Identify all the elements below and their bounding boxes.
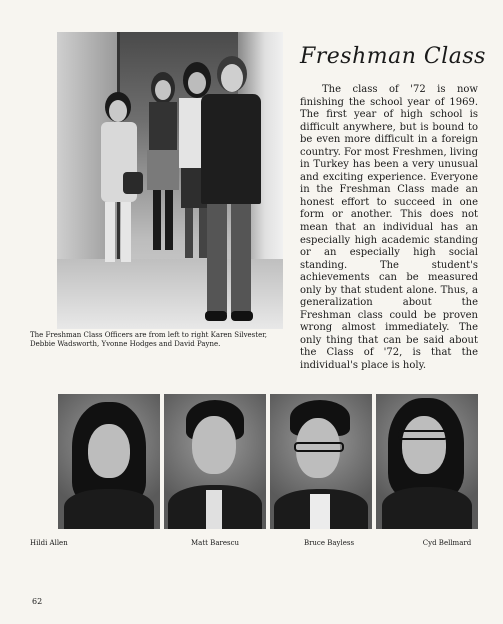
portrait-name-1: Hildi Allen [30,539,68,547]
portrait-name-2: Matt Barescu [190,539,240,547]
body-text: The class of '72 is now finishing the school year of 1969. The first year of high school is difficult anywhere, but is bound to be even more difficult in a foreign country. For most Freshmen, living in Turkey has been a very unusual and exciting experience. Everyone in the Freshman Class made an honest effort to succeed in one form or another. This does not mean that an individual has an especially high academic standing or an especially high social standing. The student's achievements can be measured only by that student alone. Thus, a generalization about the Freshman class could be proven wrong almost immediately. The only thing that can be said about the Class of '72, is that the individual's place is holy. [300,84,478,372]
portrait-4 [376,394,478,529]
portrait-name-4: Cyd Bellmard [422,539,472,547]
portrait-1 [58,394,160,529]
photo-caption: The Freshman Class Officers are from left to right Karen Silvester, Debbie Wadsworth, Yvonne Hodges and David Payne. [30,331,268,348]
portrait-name-3: Bruce Bayless [303,539,355,547]
officers-group-photo [57,32,283,329]
figure-david [197,56,263,326]
page-number: 62 [32,597,43,606]
figure-karen [97,92,141,267]
portrait-3 [270,394,372,529]
portrait-2 [164,394,266,529]
page-title: Freshman Class [300,44,486,69]
